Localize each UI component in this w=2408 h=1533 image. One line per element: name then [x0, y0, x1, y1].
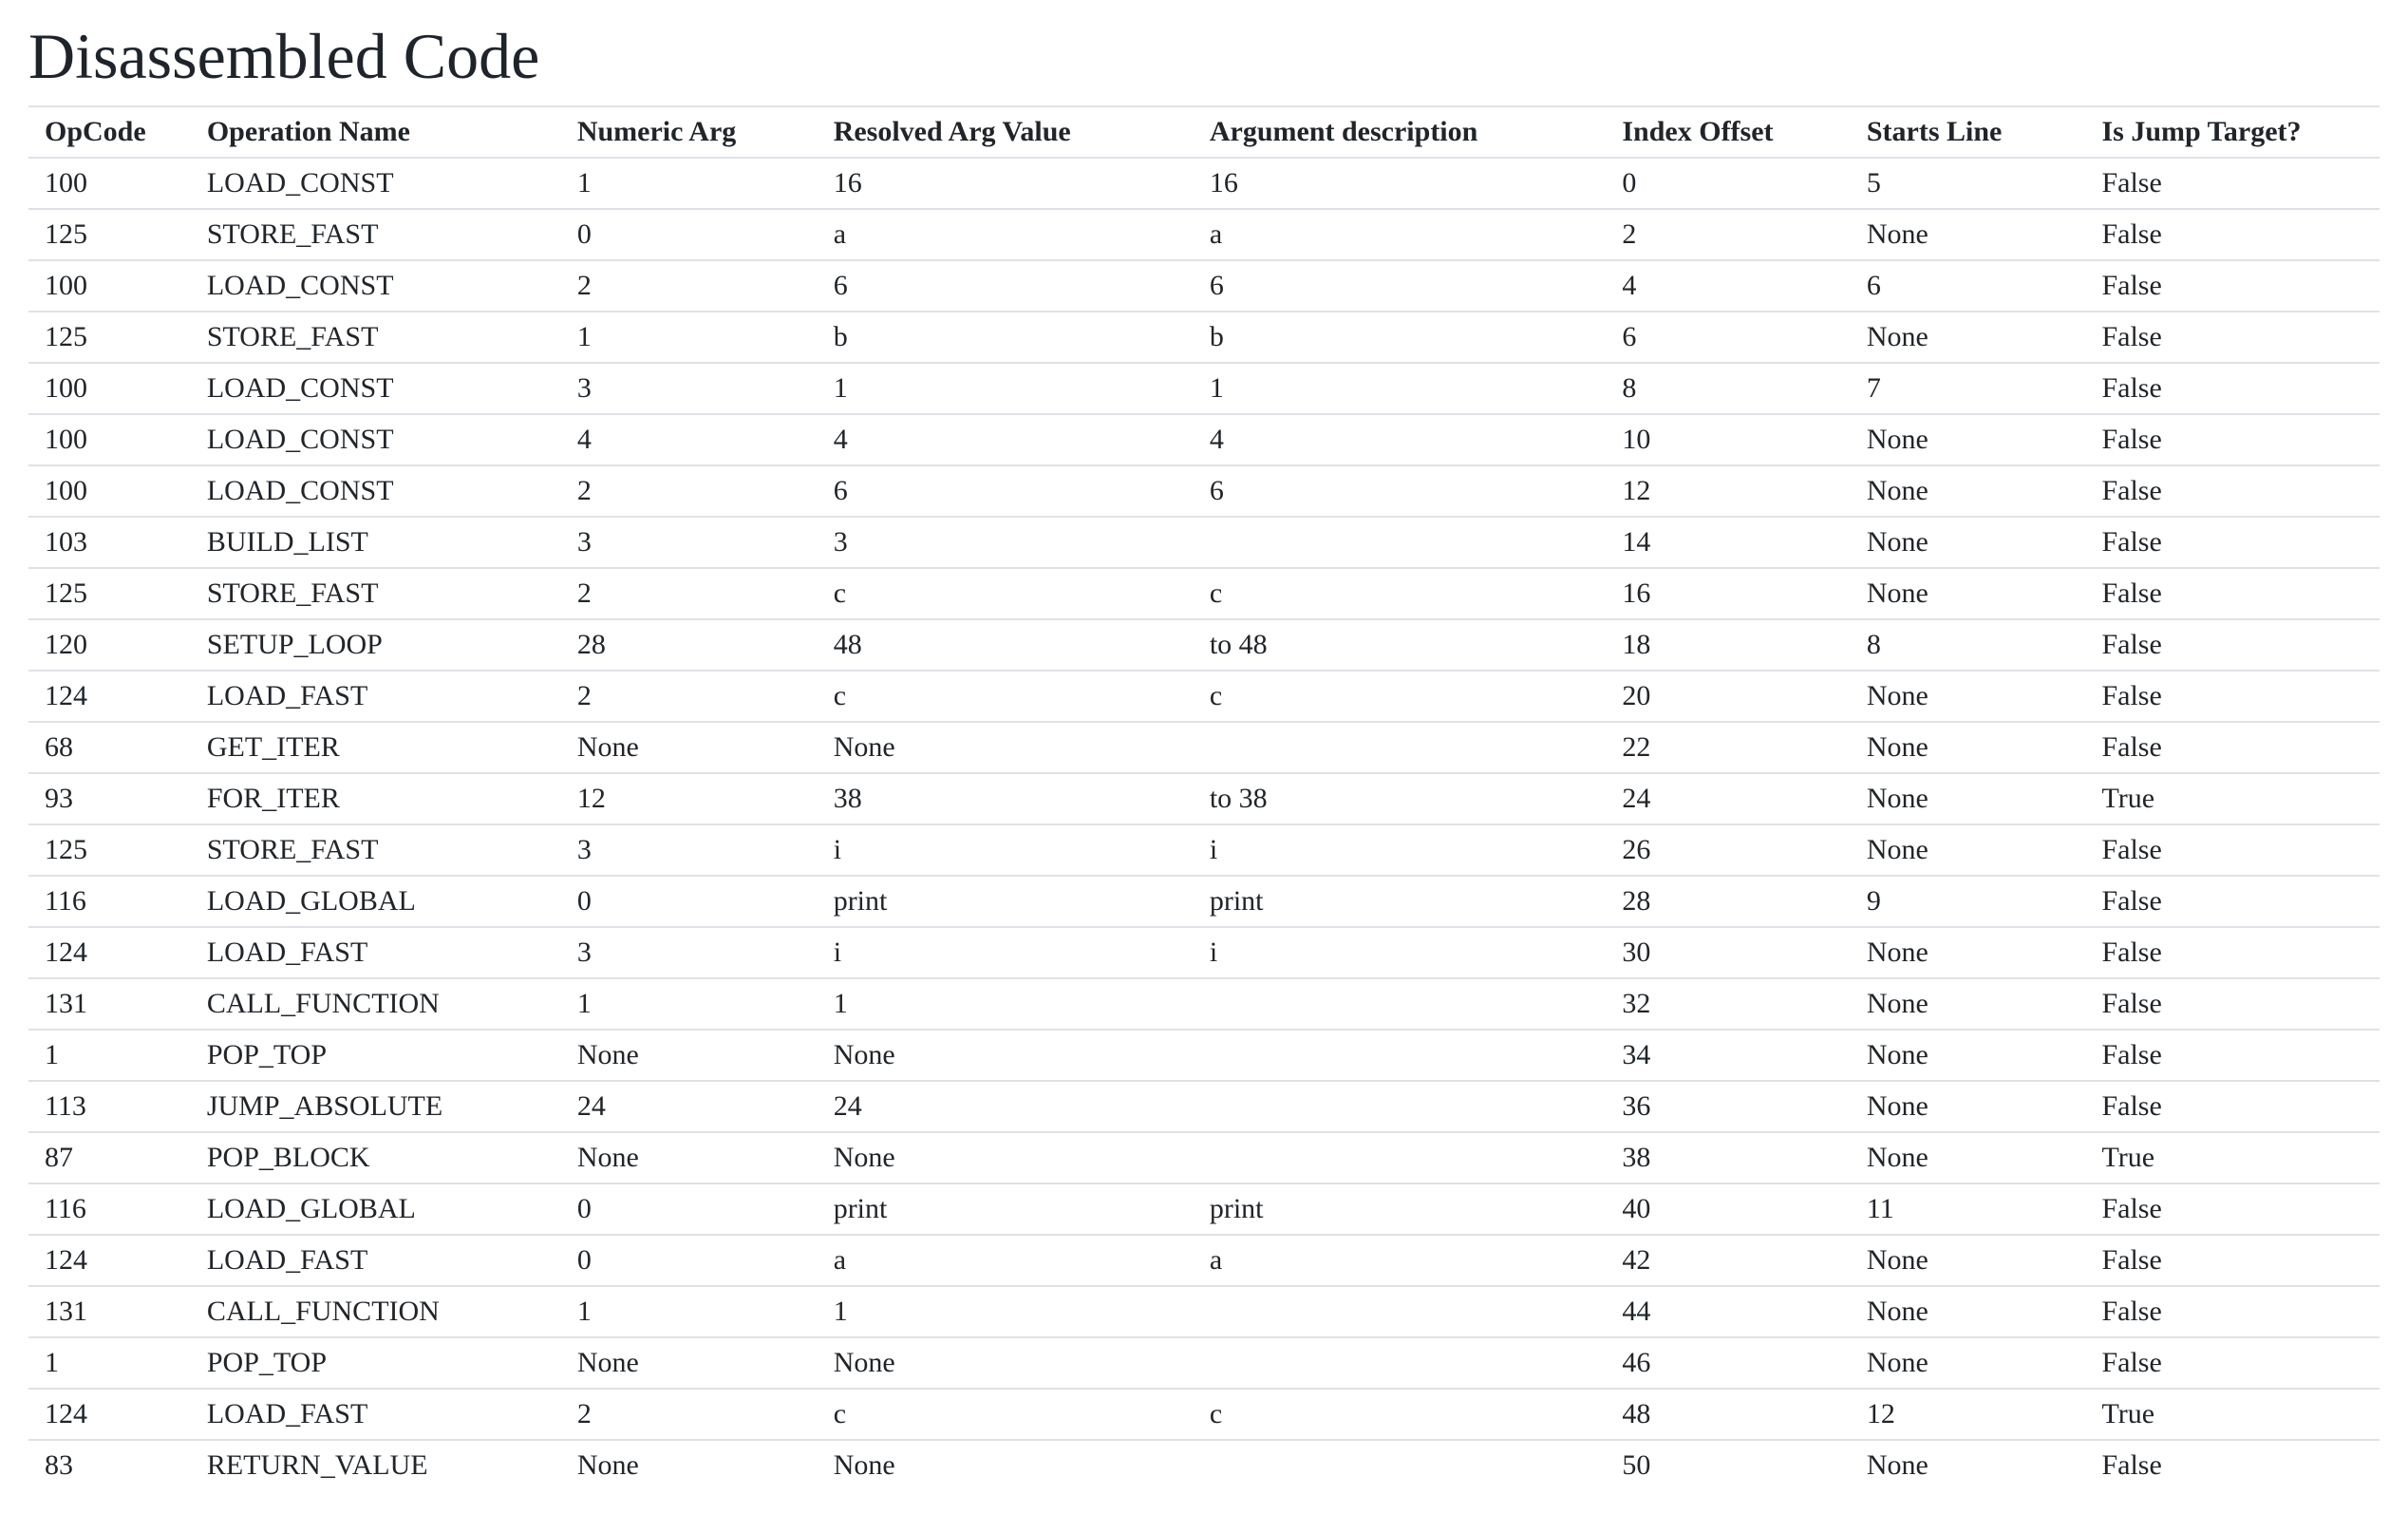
- cell: 38: [1606, 1132, 1851, 1183]
- cell: 7: [1851, 363, 2086, 414]
- column-header: Index Offset: [1606, 106, 1851, 158]
- cell: 1: [28, 1030, 191, 1081]
- cell: 42: [1606, 1235, 1851, 1286]
- cell: 125: [28, 824, 191, 876]
- cell: i: [1194, 927, 1607, 978]
- table-row: [28, 619, 2380, 671]
- cell: 131: [28, 978, 191, 1030]
- cell: None: [1851, 1081, 2086, 1132]
- cell: None: [561, 1337, 818, 1389]
- cell: LOAD_FAST: [191, 1235, 561, 1286]
- cell: LOAD_CONST: [191, 414, 561, 465]
- cell: True: [2085, 1132, 2380, 1183]
- cell: False: [2085, 1286, 2380, 1337]
- cell: 6: [1851, 260, 2086, 312]
- cell: None: [1851, 1337, 2086, 1389]
- column-header: Starts Line: [1851, 106, 2086, 158]
- cell: LOAD_FAST: [191, 927, 561, 978]
- column-header: Resolved Arg Value: [818, 106, 1194, 158]
- cell: c: [1194, 1389, 1607, 1440]
- cell: 18: [1606, 619, 1851, 671]
- cell: None: [1851, 1286, 2086, 1337]
- cell: False: [2085, 824, 2380, 876]
- table-row: [28, 363, 2380, 414]
- cell: 8: [1606, 363, 1851, 414]
- cell: None: [1851, 722, 2086, 773]
- cell: c: [818, 1389, 1194, 1440]
- cell: JUMP_ABSOLUTE: [191, 1081, 561, 1132]
- cell: None: [818, 1132, 1194, 1183]
- cell: 125: [28, 209, 191, 260]
- cell: 16: [1194, 158, 1607, 209]
- cell: LOAD_FAST: [191, 1389, 561, 1440]
- cell: 4: [561, 414, 818, 465]
- cell: None: [1851, 517, 2086, 568]
- cell: 103: [28, 517, 191, 568]
- cell: RETURN_VALUE: [191, 1440, 561, 1491]
- cell: False: [2085, 927, 2380, 978]
- cell: 0: [561, 1183, 818, 1235]
- cell: 24: [561, 1081, 818, 1132]
- cell: c: [1194, 568, 1607, 619]
- cell: 28: [1606, 876, 1851, 927]
- cell: i: [818, 824, 1194, 876]
- cell: 11: [1851, 1183, 2086, 1235]
- cell: 100: [28, 465, 191, 517]
- table-header: [28, 106, 2380, 158]
- cell: False: [2085, 671, 2380, 722]
- header-row: [28, 106, 2380, 158]
- cell: a: [818, 209, 1194, 260]
- page-title: Disassembled Code: [28, 20, 540, 92]
- cell: None: [1851, 927, 2086, 978]
- cell: 4: [1606, 260, 1851, 312]
- cell: True: [2085, 1389, 2380, 1440]
- cell: 100: [28, 260, 191, 312]
- cell: None: [1851, 414, 2086, 465]
- cell: 34: [1606, 1030, 1851, 1081]
- column-header: Operation Name: [191, 106, 561, 158]
- cell: [1194, 1337, 1607, 1389]
- cell: 22: [1606, 722, 1851, 773]
- table-row: [28, 1389, 2380, 1440]
- cell: None: [818, 1337, 1194, 1389]
- table-row: [28, 1286, 2380, 1337]
- table-row: [28, 722, 2380, 773]
- cell: b: [1194, 312, 1607, 363]
- cell: 116: [28, 1183, 191, 1235]
- cell: False: [2085, 1030, 2380, 1081]
- cell: 36: [1606, 1081, 1851, 1132]
- cell: [1194, 1030, 1607, 1081]
- cell: 12: [1606, 465, 1851, 517]
- table-row: [28, 1440, 2380, 1491]
- cell: False: [2085, 1183, 2380, 1235]
- cell: 3: [561, 363, 818, 414]
- cell: GET_ITER: [191, 722, 561, 773]
- cell: None: [1851, 824, 2086, 876]
- cell: 68: [28, 722, 191, 773]
- cell: [1194, 1081, 1607, 1132]
- cell: 6: [818, 260, 1194, 312]
- cell: LOAD_GLOBAL: [191, 876, 561, 927]
- cell: 24: [1606, 773, 1851, 824]
- cell: False: [2085, 722, 2380, 773]
- cell: 3: [818, 517, 1194, 568]
- cell: POP_TOP: [191, 1337, 561, 1389]
- cell: None: [818, 722, 1194, 773]
- cell: 124: [28, 927, 191, 978]
- cell: print: [1194, 1183, 1607, 1235]
- cell: 1: [561, 158, 818, 209]
- cell: None: [561, 722, 818, 773]
- cell: a: [1194, 209, 1607, 260]
- cell: [1194, 1440, 1607, 1491]
- cell: c: [818, 568, 1194, 619]
- table-row: [28, 209, 2380, 260]
- cell: STORE_FAST: [191, 824, 561, 876]
- cell: 100: [28, 158, 191, 209]
- cell: 2: [561, 465, 818, 517]
- cell: False: [2085, 260, 2380, 312]
- cell: 83: [28, 1440, 191, 1491]
- table-row: [28, 465, 2380, 517]
- cell: None: [1851, 978, 2086, 1030]
- cell: [1194, 1132, 1607, 1183]
- cell: [1194, 978, 1607, 1030]
- cell: 116: [28, 876, 191, 927]
- cell: 125: [28, 312, 191, 363]
- cell: 124: [28, 1389, 191, 1440]
- cell: None: [1851, 671, 2086, 722]
- table-body: [28, 158, 2380, 1491]
- cell: None: [1851, 568, 2086, 619]
- cell: 4: [818, 414, 1194, 465]
- cell: POP_TOP: [191, 1030, 561, 1081]
- cell: 14: [1606, 517, 1851, 568]
- cell: 1: [561, 1286, 818, 1337]
- cell: POP_BLOCK: [191, 1132, 561, 1183]
- column-header: Numeric Arg: [561, 106, 818, 158]
- table-row: [28, 312, 2380, 363]
- cell: 26: [1606, 824, 1851, 876]
- cell: print: [1194, 876, 1607, 927]
- table-row: [28, 1132, 2380, 1183]
- cell: 16: [818, 158, 1194, 209]
- cell: STORE_FAST: [191, 568, 561, 619]
- cell: 6: [1194, 465, 1607, 517]
- cell: None: [1851, 1030, 2086, 1081]
- cell: to 48: [1194, 619, 1607, 671]
- table-row: [28, 414, 2380, 465]
- cell: 131: [28, 1286, 191, 1337]
- cell: 8: [1851, 619, 2086, 671]
- cell: 3: [561, 517, 818, 568]
- cell: 20: [1606, 671, 1851, 722]
- cell: 30: [1606, 927, 1851, 978]
- cell: None: [818, 1440, 1194, 1491]
- cell: 28: [561, 619, 818, 671]
- cell: False: [2085, 209, 2380, 260]
- cell: 16: [1606, 568, 1851, 619]
- table-row: [28, 773, 2380, 824]
- cell: [1194, 517, 1607, 568]
- cell: False: [2085, 876, 2380, 927]
- cell: False: [2085, 363, 2380, 414]
- cell: c: [1194, 671, 1607, 722]
- cell: b: [818, 312, 1194, 363]
- cell: LOAD_FAST: [191, 671, 561, 722]
- cell: 2: [561, 260, 818, 312]
- cell: None: [1851, 773, 2086, 824]
- cell: c: [818, 671, 1194, 722]
- cell: 9: [1851, 876, 2086, 927]
- cell: STORE_FAST: [191, 312, 561, 363]
- cell: LOAD_CONST: [191, 158, 561, 209]
- cell: False: [2085, 414, 2380, 465]
- cell: None: [1851, 1132, 2086, 1183]
- cell: LOAD_CONST: [191, 260, 561, 312]
- cell: 40: [1606, 1183, 1851, 1235]
- cell: 0: [561, 209, 818, 260]
- table-row: [28, 671, 2380, 722]
- cell: FOR_ITER: [191, 773, 561, 824]
- cell: 124: [28, 1235, 191, 1286]
- cell: 1: [818, 978, 1194, 1030]
- cell: False: [2085, 1235, 2380, 1286]
- cell: LOAD_CONST: [191, 363, 561, 414]
- cell: 10: [1606, 414, 1851, 465]
- cell: 124: [28, 671, 191, 722]
- table-row: [28, 1235, 2380, 1286]
- cell: None: [1851, 1440, 2086, 1491]
- cell: [1194, 1286, 1607, 1337]
- cell: 3: [561, 927, 818, 978]
- column-header: OpCode: [28, 106, 191, 158]
- cell: False: [2085, 517, 2380, 568]
- table-row: [28, 1337, 2380, 1389]
- table-row: [28, 927, 2380, 978]
- cell: 48: [818, 619, 1194, 671]
- cell: LOAD_CONST: [191, 465, 561, 517]
- cell: False: [2085, 158, 2380, 209]
- column-header: Is Jump Target?: [2085, 106, 2380, 158]
- cell: None: [1851, 312, 2086, 363]
- cell: 120: [28, 619, 191, 671]
- cell: print: [818, 876, 1194, 927]
- cell: None: [561, 1440, 818, 1491]
- cell: 6: [1606, 312, 1851, 363]
- cell: 2: [561, 671, 818, 722]
- cell: 12: [1851, 1389, 2086, 1440]
- cell: 100: [28, 414, 191, 465]
- table-row: [28, 978, 2380, 1030]
- disassembly-table: [28, 105, 2380, 1491]
- cell: BUILD_LIST: [191, 517, 561, 568]
- cell: 87: [28, 1132, 191, 1183]
- cell: 6: [1194, 260, 1607, 312]
- table-row: [28, 260, 2380, 312]
- cell: 24: [818, 1081, 1194, 1132]
- cell: print: [818, 1183, 1194, 1235]
- cell: i: [1194, 824, 1607, 876]
- cell: False: [2085, 1081, 2380, 1132]
- cell: None: [818, 1030, 1194, 1081]
- cell: 2: [561, 568, 818, 619]
- cell: 1: [28, 1337, 191, 1389]
- cell: 0: [561, 876, 818, 927]
- cell: 48: [1606, 1389, 1851, 1440]
- cell: 2: [561, 1389, 818, 1440]
- cell: 1: [561, 978, 818, 1030]
- table-row: [28, 824, 2380, 876]
- page: [0, 21, 2408, 1491]
- cell: 93: [28, 773, 191, 824]
- cell: None: [1851, 1235, 2086, 1286]
- cell: CALL_FUNCTION: [191, 1286, 561, 1337]
- table-row: [28, 1030, 2380, 1081]
- cell: None: [1851, 209, 2086, 260]
- cell: a: [818, 1235, 1194, 1286]
- cell: to 38: [1194, 773, 1607, 824]
- table-row: [28, 1081, 2380, 1132]
- cell: None: [561, 1030, 818, 1081]
- cell: False: [2085, 465, 2380, 517]
- cell: False: [2085, 312, 2380, 363]
- table-row: [28, 1183, 2380, 1235]
- cell: STORE_FAST: [191, 209, 561, 260]
- table-row: [28, 517, 2380, 568]
- cell: 5: [1851, 158, 2086, 209]
- cell: True: [2085, 773, 2380, 824]
- cell: 113: [28, 1081, 191, 1132]
- cell: False: [2085, 1440, 2380, 1491]
- cell: a: [1194, 1235, 1607, 1286]
- cell: None: [561, 1132, 818, 1183]
- cell: 0: [1606, 158, 1851, 209]
- cell: 4: [1194, 414, 1607, 465]
- cell: LOAD_GLOBAL: [191, 1183, 561, 1235]
- cell: [1194, 722, 1607, 773]
- cell: False: [2085, 1337, 2380, 1389]
- cell: SETUP_LOOP: [191, 619, 561, 671]
- cell: None: [1851, 465, 2086, 517]
- cell: 6: [818, 465, 1194, 517]
- cell: 44: [1606, 1286, 1851, 1337]
- cell: False: [2085, 978, 2380, 1030]
- cell: 1: [818, 1286, 1194, 1337]
- cell: 12: [561, 773, 818, 824]
- cell: 3: [561, 824, 818, 876]
- cell: 38: [818, 773, 1194, 824]
- cell: 46: [1606, 1337, 1851, 1389]
- cell: CALL_FUNCTION: [191, 978, 561, 1030]
- cell: False: [2085, 568, 2380, 619]
- table-row: [28, 568, 2380, 619]
- cell: 1: [561, 312, 818, 363]
- cell: 2: [1606, 209, 1851, 260]
- cell: 50: [1606, 1440, 1851, 1491]
- cell: 1: [818, 363, 1194, 414]
- cell: False: [2085, 619, 2380, 671]
- cell: 32: [1606, 978, 1851, 1030]
- cell: 1: [1194, 363, 1607, 414]
- cell: 125: [28, 568, 191, 619]
- cell: i: [818, 927, 1194, 978]
- column-header: Argument description: [1194, 106, 1607, 158]
- cell: 0: [561, 1235, 818, 1286]
- table-row: [28, 876, 2380, 927]
- cell: 100: [28, 363, 191, 414]
- table-row: [28, 158, 2380, 209]
